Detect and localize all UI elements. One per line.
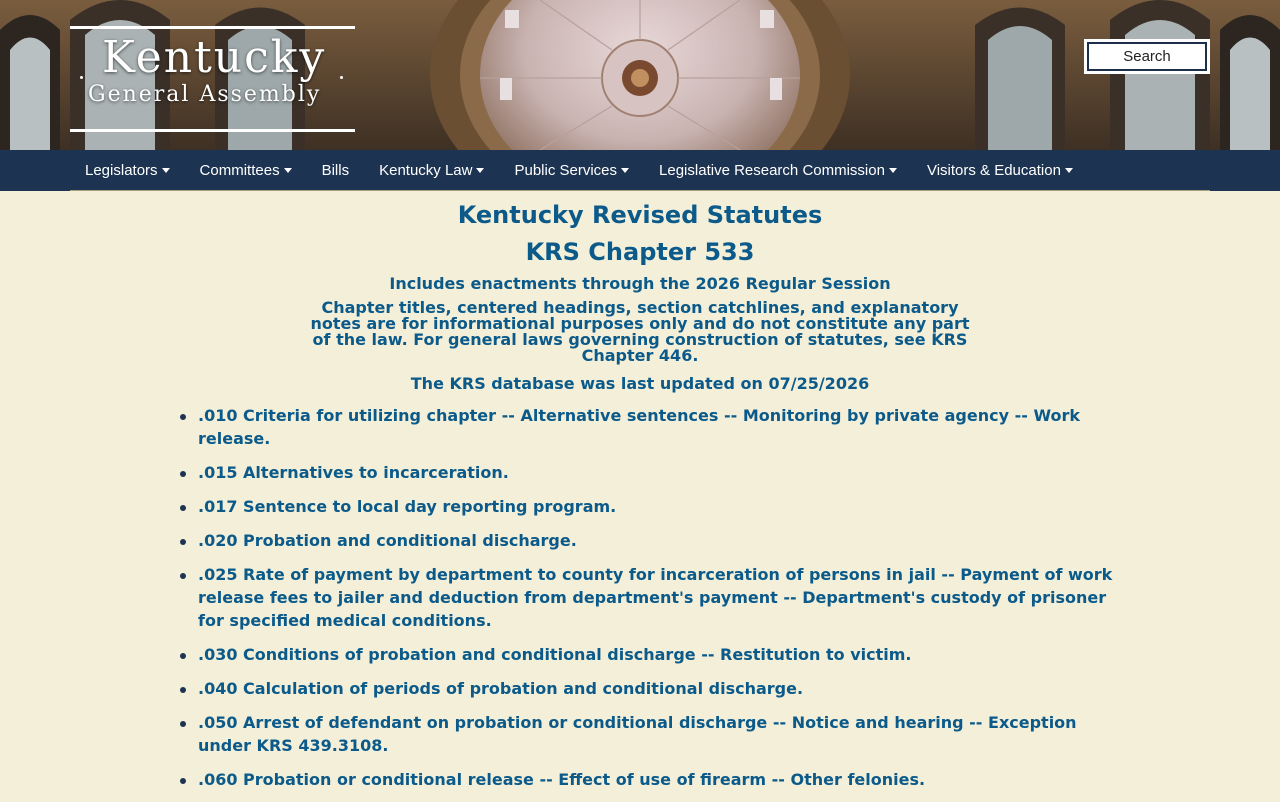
caret-down-icon	[621, 168, 629, 173]
nav-item-label: Bills	[321, 161, 350, 179]
list-item	[178, 529, 1128, 552]
logo-dot-left	[80, 76, 83, 79]
list-item	[178, 677, 1128, 700]
section-link[interactable]: .040 Calculation of periods of probation and conditional discharge.	[198, 679, 804, 698]
list-item	[178, 404, 1128, 450]
list-item	[178, 495, 1128, 518]
bullet-icon	[180, 687, 186, 693]
chapter-title: KRS Chapter 533	[525, 238, 755, 266]
nav-item-legislative-research-commission[interactable]	[644, 150, 912, 191]
bullet-icon	[180, 539, 186, 545]
nav-item-label: Legislative Research Commission	[659, 161, 885, 179]
main-nav-items	[70, 150, 1210, 191]
nav-item-label: Committees	[199, 161, 280, 179]
bullet-icon	[180, 414, 186, 420]
nav-item-committees[interactable]	[185, 150, 307, 191]
caret-down-icon	[889, 168, 897, 173]
nav-item-public-services[interactable]	[499, 150, 644, 191]
caret-down-icon	[476, 168, 484, 173]
disclaimer-note: Chapter titles, centered headings, section catchlines, and explanatory notes are for informational purposes only and do not constitute any part of the law. For general laws governing construction of statutes, see KRS Chapter 446.	[310, 298, 970, 365]
bullet-icon	[180, 573, 186, 579]
section-link[interactable]: .060 Probation or conditional release -- Effect of use of firearm -- Other felonies.	[198, 770, 926, 789]
section-link[interactable]: .010 Criteria for utilizing chapter -- Alternative sentences -- Monitoring by private agency -- Work release.	[198, 406, 1081, 448]
logo-rule-bottom	[70, 129, 355, 132]
page-title: Kentucky Revised Statutes	[457, 201, 823, 229]
nav-item-visitors-education[interactable]	[912, 150, 1088, 191]
bullet-icon	[180, 653, 186, 659]
bullet-icon	[180, 505, 186, 511]
logo-rule-top	[70, 26, 355, 29]
logo-title: Kentucky	[102, 32, 327, 83]
list-item	[178, 563, 1128, 632]
nav-item-label: Legislators	[85, 161, 158, 179]
nav-item-label: Kentucky Law	[379, 161, 473, 179]
section-link[interactable]: .020 Probation and conditional discharge.	[198, 531, 577, 550]
caret-down-icon	[1065, 168, 1073, 173]
nav-item-label: Visitors & Education	[926, 161, 1061, 179]
section-link[interactable]: .015 Alternatives to incarceration.	[198, 463, 509, 482]
caret-down-icon	[284, 168, 292, 173]
main-nav	[0, 150, 1280, 191]
session-note: Includes enactments through the 2026 Regular Session	[389, 274, 891, 293]
nav-item-bills[interactable]	[307, 150, 365, 191]
nav-item-legislators[interactable]	[70, 150, 185, 191]
list-item	[178, 768, 1128, 791]
header-banner	[0, 0, 1280, 150]
site-logo[interactable]	[70, 26, 355, 132]
section-link[interactable]: .025 Rate of payment by department to county for incarceration of persons in jail -- Payment of work release fees to jailer and deduction from department's payment -- Department's custody of prisoner for specified medical conditions.	[198, 565, 1113, 630]
bullet-icon	[180, 471, 186, 477]
list-item	[178, 711, 1128, 757]
section-list	[178, 404, 1128, 791]
nav-item-kentucky-law[interactable]	[364, 150, 499, 191]
caret-down-icon	[162, 168, 170, 173]
bullet-icon	[180, 778, 186, 784]
last-updated-note: The KRS database was last updated on 07/25/2026	[410, 374, 870, 393]
logo-dot-right	[340, 76, 343, 79]
list-item	[178, 461, 1128, 484]
main-content	[0, 191, 1280, 802]
bullet-icon	[180, 721, 186, 727]
logo-subtitle: General Assembly	[88, 82, 322, 107]
section-link[interactable]: .050 Arrest of defendant on probation or conditional discharge -- Notice and hearing -- Exception under KRS 439.3108.	[198, 713, 1077, 755]
list-item	[178, 643, 1128, 666]
search-button[interactable]: Search	[1084, 39, 1210, 74]
section-link[interactable]: .017 Sentence to local day reporting program.	[198, 497, 617, 516]
section-link[interactable]: .030 Conditions of probation and conditional discharge -- Restitution to victim.	[198, 645, 912, 664]
nav-item-label: Public Services	[514, 161, 618, 179]
